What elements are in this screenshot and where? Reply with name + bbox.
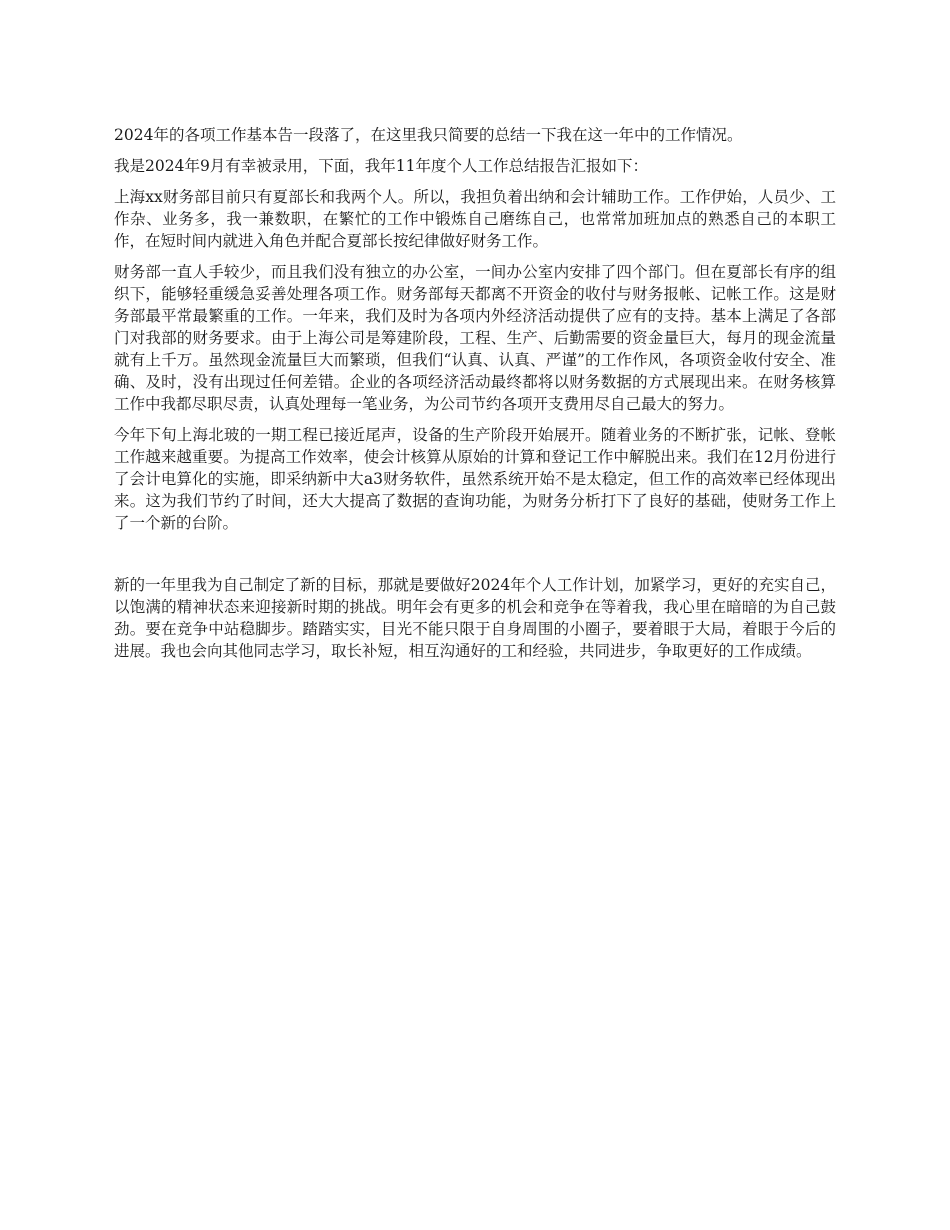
paragraph-intro: 2024年的各项工作基本告一段落了，在这里我只简要的总结一下我在这一年中的工作情况。 (114, 126, 743, 144)
paragraph-computerization: 今年下旬上海北玻的一期工程已接近尾声，设备的生产阶段开始展开。随着业务的不断扩张，记帐、登帐工作越来越重要。为提高工作效率，使会计核算从原始的计算和登记工作中解脱出来。我们在12月份进行了会计电算化的实施，即采纳新中大a3财务软件，虽然系统开始不是太稳定，但工作的高效率已经体现出来。这为我们节约了时间，还大大提高了数据的查询功能，为财务分析打下了良好的基础，使财务工作上了一个新的台阶。 (114, 426, 836, 532)
paragraph-department-staff: 上海xx财务部目前只有夏部长和我两个人。所以，我担负着出纳和会计辅助工作。工作伊始，人员少、工作杂、业务多，我一兼数职，在繁忙的工作中锻炼自己磨练自己，也常常加班加点的熟悉自己的本职工作，在短时间内就进入角色并配合夏部长按纪律做好财务工作。 (114, 188, 836, 250)
paragraph-new-year-goals: 新的一年里我为自己制定了新的目标，那就是要做好2024年个人工作计划，加紧学习，更好的充实自己，以饱满的精神状态来迎接新时期的挑战。明年会有更多的机会和竞争在等着我，我心里在暗暗的为自己鼓劲。要在竞争中站稳脚步。踏踏实实，目光不能只限于自身周围的小圈子，要着眼于大局，着眼于今后的进展。我也会向其他同志学习，取长补短，相互沟通好的工和经验，共同进步，争取更好的工作成绩。 (114, 576, 836, 660)
paragraph-report-heading: 我是2024年9月有幸被录用，下面，我年11年度个人工作总结报告汇报如下： (114, 157, 649, 175)
document-body (114, 124, 836, 671)
paragraph-finance-work: 财务部一直人手较少，而且我们没有独立的办公室，一间办公室内安排了四个部门。但在夏部长有序的组织下，能够轻重缓急妥善处理各项工作。财务部每天都离不开资金的收付与财务报帐、记帐工作。这是财务部最平常最繁重的工作。一年来，我们及时为各项内外经济活动提供了应有的支持。基本上满足了各部门对我部的财务要求。由于上海公司是筹建阶段，工程、生产、后勤需要的资金量巨大，每月的现金流量就有上千万。虽然现金流量巨大而繁琐，但我们“认真、认真、严谨”的工作作风，各项资金收付安全、准确、及时，没有出现过任何差错。企业的各项经济活动最终都将以财务数据的方式展现出来。在财务核算工作中我都尽职尽责，认真处理每一笔业务，为公司节约各项开支费用尽自己最大的努力。 (114, 263, 836, 413)
